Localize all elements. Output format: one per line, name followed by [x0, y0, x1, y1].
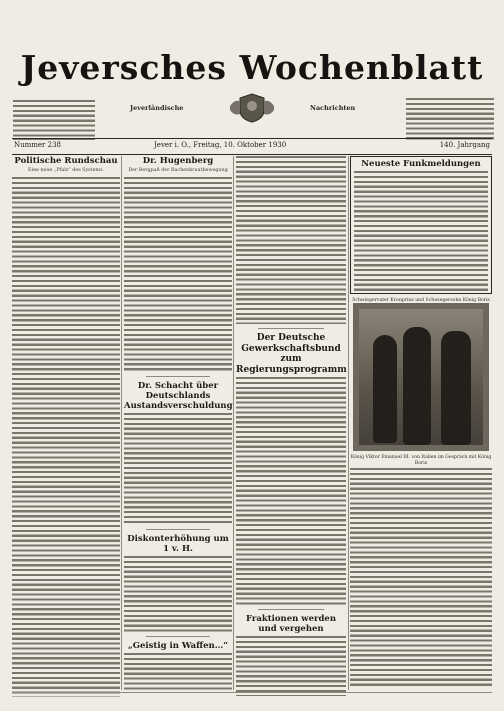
masthead-subtitle-left: Jeverländische — [130, 104, 184, 112]
article-subhead: Der Bergpaß der Rachenbrautbewegung — [128, 168, 228, 173]
article-body — [236, 636, 346, 696]
photo-figure — [403, 327, 431, 445]
issue-number: Nummer 238 — [14, 141, 61, 149]
dateline — [12, 140, 492, 154]
article-headline: Dr. Schacht über Deutschlands Austandsverschuldung — [124, 381, 233, 411]
photo-content — [359, 309, 483, 445]
article-headline: „Geistig in Waffen…“ — [127, 641, 229, 651]
article-headline: Politische Rundschau — [14, 156, 118, 166]
column-4-lower — [350, 453, 492, 688]
divider — [258, 328, 324, 329]
article-headline: Fraktionen werden und vergehen — [245, 614, 337, 634]
article-body — [354, 171, 488, 293]
header-rule-bottom — [12, 154, 492, 155]
article-headline: Der Deutsche Gewerkschaftsbund zum Regierungsprogramm — [236, 333, 347, 375]
divider — [146, 636, 211, 637]
masthead-title: Jeversches Wochenblatt — [20, 48, 484, 87]
footer-rule — [12, 692, 492, 693]
article-subhead: Eine neue „Pfalz“ des Systems. — [28, 168, 104, 173]
photo-figure — [441, 331, 471, 445]
column-2 — [124, 156, 232, 693]
column-separator — [233, 156, 234, 690]
column-3 — [236, 156, 346, 696]
article-body — [350, 468, 492, 688]
article-body — [124, 413, 232, 525]
article-body — [236, 377, 346, 605]
article-body — [12, 177, 120, 697]
article-headline: Dr. Hugenberg — [142, 156, 214, 166]
article-headline: Neueste Funkmeldungen — [361, 159, 481, 169]
divider — [258, 609, 324, 610]
issue-date: Jever i. O., Freitag, 10. Oktober 1930 — [154, 141, 287, 149]
column-separator — [348, 156, 349, 690]
publisher-notice — [13, 100, 95, 140]
article-body — [124, 653, 232, 693]
divider — [146, 376, 211, 377]
funk-box — [350, 156, 492, 294]
column-separator — [121, 156, 122, 690]
article-body — [124, 556, 232, 632]
article-headline: Diskonterhöhung um 1 v. H. — [127, 534, 229, 554]
header-rule-top — [12, 138, 492, 139]
article-body — [236, 156, 346, 324]
column-4 — [350, 156, 492, 306]
volume-number: 140. Jahrgang — [439, 141, 490, 149]
masthead-subtitle-right: Nachrichten — [310, 104, 356, 112]
coat-of-arms-icon — [224, 92, 280, 124]
news-photo — [353, 303, 489, 451]
divider — [146, 529, 211, 530]
column-1 — [12, 156, 120, 697]
photo-caption-bottom: König Viktor Emanuel III. von Italien im Gespräch mit König Boris — [350, 455, 492, 466]
advertisement-notice — [406, 98, 494, 140]
photo-figure — [373, 335, 397, 443]
photo-caption-top: Schwiegervater Kronprinz und Schwiegersohn König Boris — [352, 298, 490, 303]
article-body — [124, 177, 232, 372]
